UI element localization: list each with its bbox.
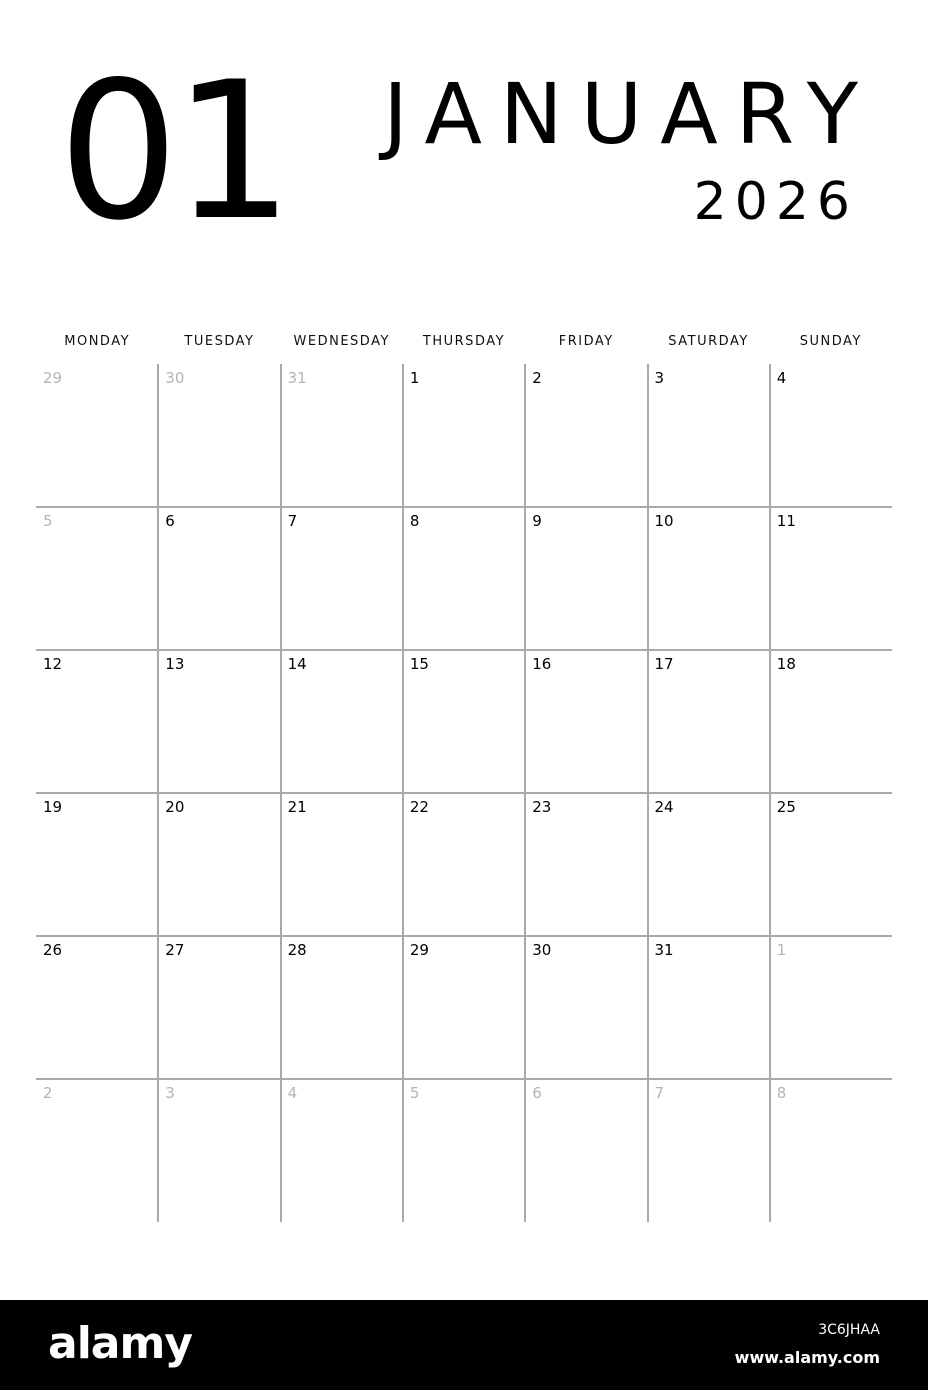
day-cell: 9 bbox=[532, 512, 542, 530]
day-cell: 23 bbox=[532, 798, 552, 816]
day-cell: 7 bbox=[287, 512, 298, 530]
day-cell-adjacent-month: 6 bbox=[532, 1084, 542, 1102]
day-cell: 6 bbox=[165, 512, 175, 530]
alamy-logo: alamy bbox=[48, 1318, 192, 1369]
day-cell: 22 bbox=[409, 798, 429, 816]
image-id: 3C6JHAA bbox=[818, 1322, 880, 1338]
day-cell: 21 bbox=[287, 798, 307, 816]
day-cell: 19 bbox=[43, 798, 63, 816]
day-cell-adjacent-month: 1 bbox=[776, 941, 787, 959]
day-cell: 31 bbox=[654, 941, 674, 959]
day-cell: 15 bbox=[409, 655, 429, 673]
day-cell-adjacent-month: 4 bbox=[287, 1084, 298, 1102]
day-cell-adjacent-month: 7 bbox=[654, 1084, 665, 1102]
weekday-wednesday: WEDNESDAY bbox=[293, 334, 390, 349]
day-cell: 12 bbox=[43, 655, 63, 673]
day-cell: 29 bbox=[409, 941, 429, 959]
day-cell: 20 bbox=[165, 798, 185, 816]
day-cell-adjacent-month: 30 bbox=[165, 369, 185, 387]
weekday-monday: MONDAY bbox=[64, 334, 131, 349]
watermark-footer bbox=[0, 1300, 928, 1390]
day-cell: 25 bbox=[776, 798, 796, 816]
day-cell: 8 bbox=[409, 512, 420, 530]
day-cell-adjacent-month: 5 bbox=[409, 1084, 420, 1102]
month-number: 01 bbox=[58, 41, 288, 262]
day-cell-adjacent-month: 31 bbox=[287, 369, 307, 387]
site-url: www.alamy.com bbox=[734, 1348, 880, 1367]
day-cell: 17 bbox=[654, 655, 674, 673]
weekday-sunday: SUNDAY bbox=[799, 334, 862, 349]
day-cell: 10 bbox=[654, 512, 674, 530]
month-name: JANUARY bbox=[383, 65, 876, 163]
day-cell: 28 bbox=[287, 941, 307, 959]
day-cell-adjacent-month: 5 bbox=[43, 512, 53, 530]
weekday-friday: FRIDAY bbox=[558, 334, 614, 349]
day-cell-adjacent-month: 3 bbox=[165, 1084, 175, 1102]
day-cell: 24 bbox=[654, 798, 674, 816]
day-cell: 11 bbox=[776, 512, 796, 530]
day-cell: 4 bbox=[776, 369, 787, 387]
day-cell: 2 bbox=[532, 369, 542, 387]
day-cell: 13 bbox=[165, 655, 185, 673]
day-cell-adjacent-month: 2 bbox=[43, 1084, 53, 1102]
day-cell: 3 bbox=[654, 369, 665, 387]
day-cell: 27 bbox=[165, 941, 185, 959]
day-cell: 30 bbox=[532, 941, 552, 959]
day-cell-adjacent-month: 29 bbox=[43, 369, 63, 387]
weekday-header-row bbox=[36, 334, 892, 354]
calendar-grid bbox=[36, 364, 892, 1222]
weekday-tuesday: TUESDAY bbox=[184, 334, 255, 349]
day-cell: 14 bbox=[287, 655, 307, 673]
day-cell: 26 bbox=[43, 941, 63, 959]
year: 2026 bbox=[693, 172, 858, 232]
weekday-saturday: SATURDAY bbox=[668, 334, 749, 349]
day-cell-adjacent-month: 8 bbox=[776, 1084, 787, 1102]
day-cell: 18 bbox=[776, 655, 796, 673]
day-cell: 16 bbox=[532, 655, 552, 673]
day-cell: 1 bbox=[409, 369, 420, 387]
weekday-thursday: THURSDAY bbox=[422, 334, 506, 349]
